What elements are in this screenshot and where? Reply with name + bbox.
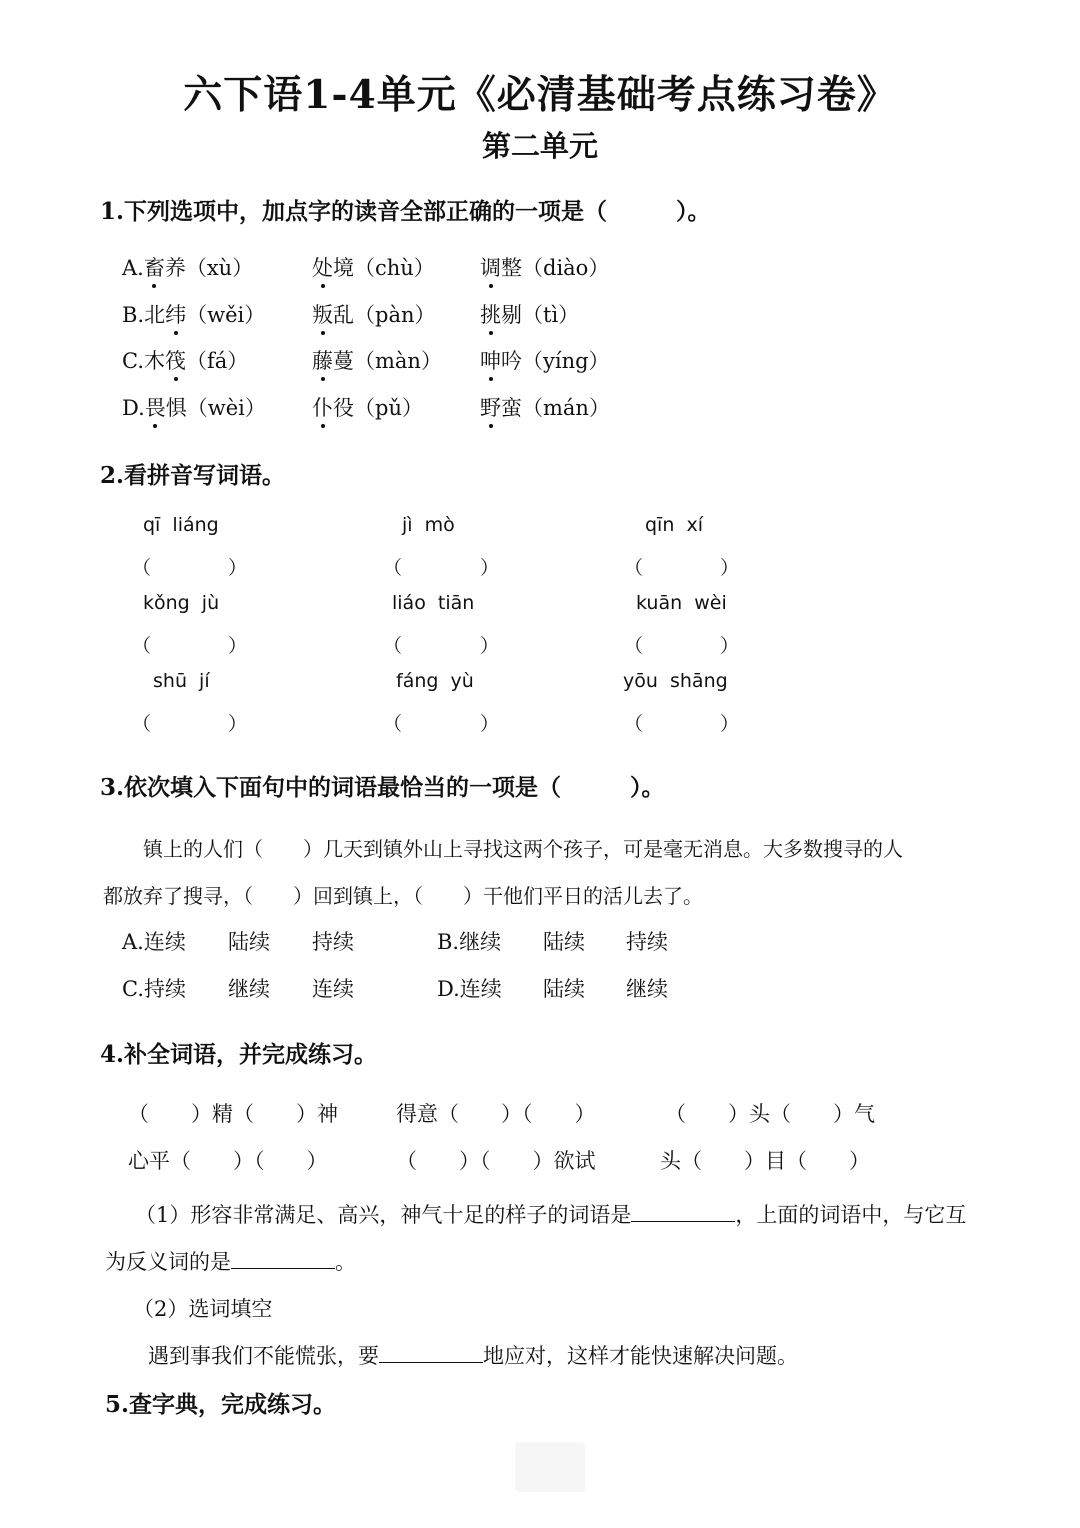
answer-box-open: （ (383, 713, 403, 735)
answer-box-open: （ (624, 713, 644, 735)
q1-option-d-col2: 仆役（pǔ） (312, 392, 423, 422)
q3-option-d-word1: D.连续 (437, 977, 502, 1001)
emphasis-dot-char: 藤 (312, 345, 333, 375)
q1-option-a-col3: 调整（diào） (480, 252, 609, 282)
answer-blank-line[interactable] (631, 1201, 735, 1222)
answer-box-close: ） (228, 557, 248, 579)
emphasis-dot-char: 叛 (312, 299, 333, 329)
pinyin-1-3: qīn xí (645, 514, 703, 536)
answer-box-close: ） (480, 635, 500, 657)
idiom-blank-3: （ ）头（ ）气 (665, 1102, 875, 1126)
emphasis-dot-char: 呻 (480, 345, 501, 375)
pinyin-1-2: jì mò (402, 514, 455, 536)
idiom-blank-4: 心平（ ）（ ） (128, 1149, 328, 1173)
answer-box-close: ） (228, 635, 248, 657)
q1-option-b-col2: 叛乱（pàn） (312, 299, 436, 329)
answer-box-open: （ (383, 635, 403, 657)
q3-option-d-word2: 陆续 (543, 977, 585, 1001)
emphasis-dot-char: 仆 (312, 392, 333, 422)
pinyin-3-1: shū jí (153, 670, 210, 692)
q4-stem: 4.补全词语，并完成练习。 (100, 1041, 378, 1068)
q1-option-a-col1: A.畜养（xù） (122, 252, 253, 282)
emphasis-dot-char: 野 (480, 392, 501, 422)
answer-box-close: ） (720, 635, 740, 657)
q3-option-b-word1: B.继续 (437, 930, 502, 954)
pinyin-2-1: kǒng jù (143, 592, 220, 614)
q3-option-c-word1: C.持续 (122, 977, 186, 1001)
q1-option-b-col1: B.北纬（wěi） (122, 299, 265, 329)
idiom-blank-1: （ ）精（ ）神 (128, 1102, 338, 1126)
idiom-blank-2: 得意（ ）（ ） (396, 1102, 596, 1126)
q3-sentence-line-1: 镇上的人们（ ）几天到镇外山上寻找这两个孩子，可是毫无消息。大多数搜寻的人 (143, 837, 903, 861)
q3-option-c-word2: 继续 (228, 977, 270, 1001)
answer-box-open: （ (132, 713, 152, 735)
answer-box-open: （ (624, 557, 644, 579)
answer-box-close: ） (228, 713, 248, 735)
idiom-blank-6: 头（ ）目（ ） (660, 1149, 870, 1173)
q3-option-b-word3: 持续 (626, 930, 668, 954)
answer-box-open: （ (132, 557, 152, 579)
q3-sentence-line-2: 都放弃了搜寻，（ ）回到镇上，（ ）干他们平日的活儿去了。 (103, 884, 703, 908)
answer-box-close: ） (480, 713, 500, 735)
faded-watermark (515, 1442, 585, 1492)
q4-sub2-label: （2）选词填空 (133, 1297, 273, 1321)
emphasis-dot-char: 畏 (145, 392, 166, 422)
emphasis-dot-char: 挑 (480, 299, 501, 329)
q4-sub1-line1: （1）形容非常满足、高兴，神气十足的样子的词语是 ，上面的词语中，与它互 (135, 1203, 967, 1227)
q3-option-b-word2: 陆续 (543, 930, 585, 954)
pinyin-2-2: liáo tiān (392, 592, 475, 614)
pinyin-3-2: fáng yù (396, 670, 474, 692)
answer-box-open: （ (383, 557, 403, 579)
q3-option-d-word3: 继续 (626, 977, 668, 1001)
answer-box-open: （ (132, 635, 152, 657)
emphasis-dot-char: 畜 (144, 252, 165, 282)
answer-box-close: ） (480, 557, 500, 579)
q1-option-d-col3: 野蛮（mán） (480, 392, 610, 422)
emphasis-dot-char: 筏 (165, 345, 186, 375)
pinyin-1-1: qī liáng (143, 514, 219, 536)
page-subtitle: 第二单元 (481, 129, 598, 163)
q3-option-c-word3: 连续 (312, 977, 354, 1001)
answer-box-open: （ (624, 635, 644, 657)
q2-stem: 2.看拼音写词语。 (100, 462, 286, 489)
page-title: 六下语1-4单元《必清基础考点练习卷》 (183, 72, 897, 118)
q1-option-c-col3: 呻吟（yíng） (480, 345, 610, 375)
q1-option-c-col1: C.木筏（fá） (122, 345, 248, 375)
q5-stem: 5.查字典，完成练习。 (105, 1391, 337, 1418)
q3-stem: 3.依次填入下面句中的词语最恰当的一项是（ ）。 (100, 774, 665, 801)
q3-option-a-word2: 陆续 (228, 930, 270, 954)
emphasis-dot-char: 纬 (165, 299, 186, 329)
q1-option-a-col2: 处境（chù） (312, 252, 435, 282)
q4-sub2-sentence: 遇到事我们不能慌张，要 地应对，这样才能快速解决问题。 (148, 1344, 798, 1368)
answer-box-close: ） (720, 557, 740, 579)
pinyin-3-3: yōu shāng (623, 670, 728, 692)
emphasis-dot-char: 处 (312, 252, 333, 282)
idiom-blank-5: （ ）（ ）欲试 (396, 1149, 596, 1173)
answer-blank-line[interactable] (231, 1248, 335, 1269)
emphasis-dot-char: 调 (480, 252, 501, 282)
q1-option-c-col2: 藤蔓（màn） (312, 345, 442, 375)
q4-sub1-line2: 为反义词的是 。 (105, 1250, 356, 1274)
q1-stem: 1.下列选项中，加点字的读音全部正确的一项是（ ）。 (100, 198, 711, 225)
q1-option-d-col1: D.畏惧（wèi） (122, 392, 266, 422)
answer-blank-line[interactable] (379, 1342, 483, 1363)
answer-box-close: ） (720, 713, 740, 735)
q3-option-a-word3: 持续 (312, 930, 354, 954)
pinyin-2-3: kuān wèi (636, 592, 727, 614)
q3-option-a-word1: A.连续 (122, 930, 186, 954)
q1-option-b-col3: 挑剔（tì） (480, 299, 579, 329)
